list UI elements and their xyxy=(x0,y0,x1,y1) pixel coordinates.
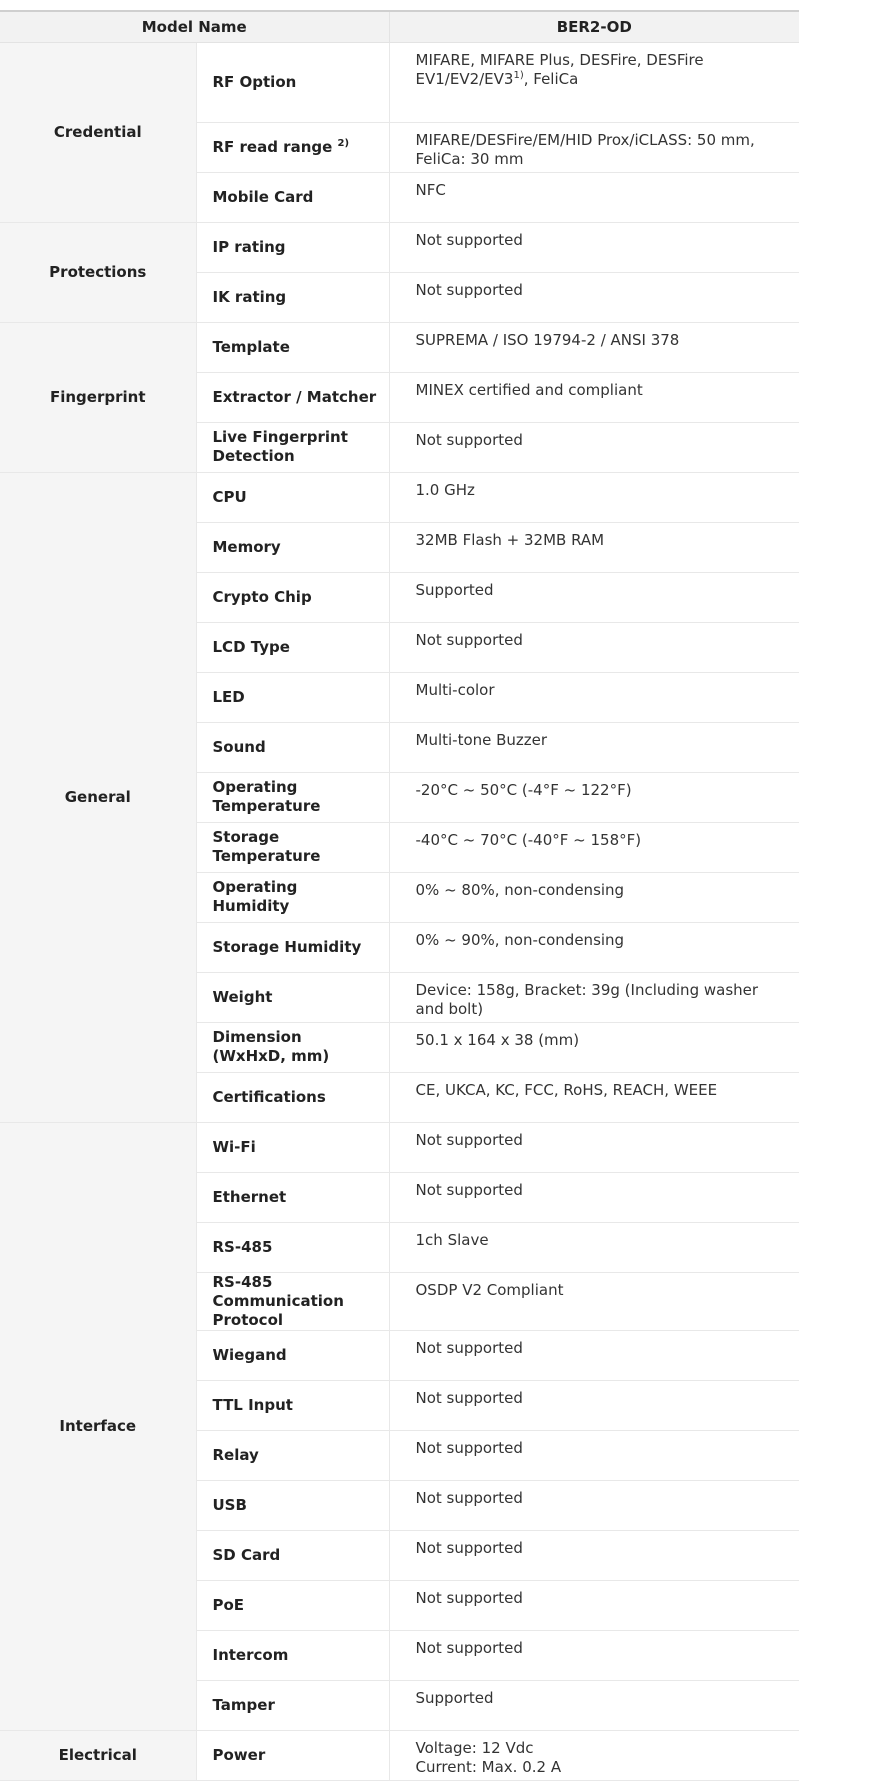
spec-value: Not supported xyxy=(389,272,799,322)
spec-value: MINEX certified and compliant xyxy=(389,372,799,422)
spec-label: USB xyxy=(196,1480,389,1530)
spec-value: Not supported xyxy=(389,1580,799,1630)
spec-body xyxy=(0,42,799,1780)
group-label: Fingerprint xyxy=(0,322,196,472)
spec-row xyxy=(0,472,799,522)
spec-label: Storage Temperature xyxy=(196,822,389,872)
group-label: Credential xyxy=(0,42,196,222)
spec-label: Live Fingerprint Detection xyxy=(196,422,389,472)
spec-label: IK rating xyxy=(196,272,389,322)
model-name-header: Model Name xyxy=(0,11,389,42)
spec-table xyxy=(0,10,799,1781)
spec-label: PoE xyxy=(196,1580,389,1630)
group-label: Interface xyxy=(0,1122,196,1730)
spec-value: Voltage: 12 Vdc Current: Max. 0.2 A xyxy=(389,1730,799,1780)
spec-label: Operating Temperature xyxy=(196,772,389,822)
spec-value: SUPREMA / ISO 19794-2 / ANSI 378 xyxy=(389,322,799,372)
spec-row xyxy=(0,222,799,272)
spec-label: Dimension (WxHxD, mm) xyxy=(196,1022,389,1072)
spec-label: Intercom xyxy=(196,1630,389,1680)
spec-value: Not supported xyxy=(389,1430,799,1480)
spec-label: Weight xyxy=(196,972,389,1022)
spec-value: Multi-color xyxy=(389,672,799,722)
spec-value: Not supported xyxy=(389,1630,799,1680)
spec-label: RF Option xyxy=(196,42,389,122)
model-value-header: BER2-OD xyxy=(389,11,799,42)
group-label: Protections xyxy=(0,222,196,322)
spec-value: Not supported xyxy=(389,622,799,672)
spec-label: Tamper xyxy=(196,1680,389,1730)
group-label: Electrical xyxy=(0,1730,196,1780)
header-row xyxy=(0,11,799,42)
spec-value: Not supported xyxy=(389,1530,799,1580)
spec-label: IP rating xyxy=(196,222,389,272)
spec-value: Not supported xyxy=(389,1330,799,1380)
spec-label: Operating Humidity xyxy=(196,872,389,922)
spec-row xyxy=(0,42,799,122)
spec-label: Mobile Card xyxy=(196,172,389,222)
spec-value: Multi-tone Buzzer xyxy=(389,722,799,772)
spec-value: 1ch Slave xyxy=(389,1222,799,1272)
spec-value: Device: 158g, Bracket: 39g (Including washer and bolt) xyxy=(389,972,799,1022)
spec-value: Supported xyxy=(389,1680,799,1730)
spec-label: RS-485 Communication Protocol xyxy=(196,1272,389,1330)
spec-label: LCD Type xyxy=(196,622,389,672)
spec-value: MIFARE, MIFARE Plus, DESFire, DESFire EV1/EV2/EV3$^{1)}$, FeliCa xyxy=(389,42,799,122)
spec-value: 50.1 x 164 x 38 (mm) xyxy=(389,1022,799,1072)
footnote-marker: 2) xyxy=(337,137,350,149)
spec-value: NFC xyxy=(389,172,799,222)
spec-value: 32MB Flash + 32MB RAM xyxy=(389,522,799,572)
spec-label: Wiegand xyxy=(196,1330,389,1380)
spec-label: Ethernet xyxy=(196,1172,389,1222)
spec-value: Not supported xyxy=(389,422,799,472)
group-label: General xyxy=(0,472,196,1122)
spec-value: 1.0 GHz xyxy=(389,472,799,522)
spec-row xyxy=(0,1730,799,1780)
spec-label: Storage Humidity xyxy=(196,922,389,972)
spec-row xyxy=(0,1122,799,1172)
spec-value: -20°C ~ 50°C (-4°F ~ 122°F) xyxy=(389,772,799,822)
spec-value: Not supported xyxy=(389,1172,799,1222)
spec-row xyxy=(0,322,799,372)
spec-value: Not supported xyxy=(389,1380,799,1430)
spec-value: CE, UKCA, KC, FCC, RoHS, REACH, WEEE xyxy=(389,1072,799,1122)
spec-label: Wi-Fi xyxy=(196,1122,389,1172)
spec-value: -40°C ~ 70°C (-40°F ~ 158°F) xyxy=(389,822,799,872)
spec-label: Template xyxy=(196,322,389,372)
spec-label: SD Card xyxy=(196,1530,389,1580)
spec-value: Not supported xyxy=(389,222,799,272)
spec-label: CPU xyxy=(196,472,389,522)
spec-label: RS-485 xyxy=(196,1222,389,1272)
spec-value: Supported xyxy=(389,572,799,622)
spec-value: 0% ~ 80%, non-condensing xyxy=(389,872,799,922)
spec-label: TTL Input xyxy=(196,1380,389,1430)
footnote-marker: 1) xyxy=(513,69,524,81)
spec-value: OSDP V2 Compliant xyxy=(389,1272,799,1330)
spec-label: Sound xyxy=(196,722,389,772)
spec-value: MIFARE/DESFire/EM/HID Prox/iCLASS: 50 mm, FeliCa: 30 mm xyxy=(389,122,799,172)
spec-label: Memory xyxy=(196,522,389,572)
spec-label: Certifications xyxy=(196,1072,389,1122)
spec-label: LED xyxy=(196,672,389,722)
spec-label: Crypto Chip xyxy=(196,572,389,622)
spec-label: Extractor / Matcher xyxy=(196,372,389,422)
spec-value: 0% ~ 90%, non-condensing xyxy=(389,922,799,972)
spec-label: Power xyxy=(196,1730,389,1780)
spec-value: Not supported xyxy=(389,1480,799,1530)
spec-label: Relay xyxy=(196,1430,389,1480)
spec-label: RF read range $^{2)}$ xyxy=(196,122,389,172)
spec-value: Not supported xyxy=(389,1122,799,1172)
